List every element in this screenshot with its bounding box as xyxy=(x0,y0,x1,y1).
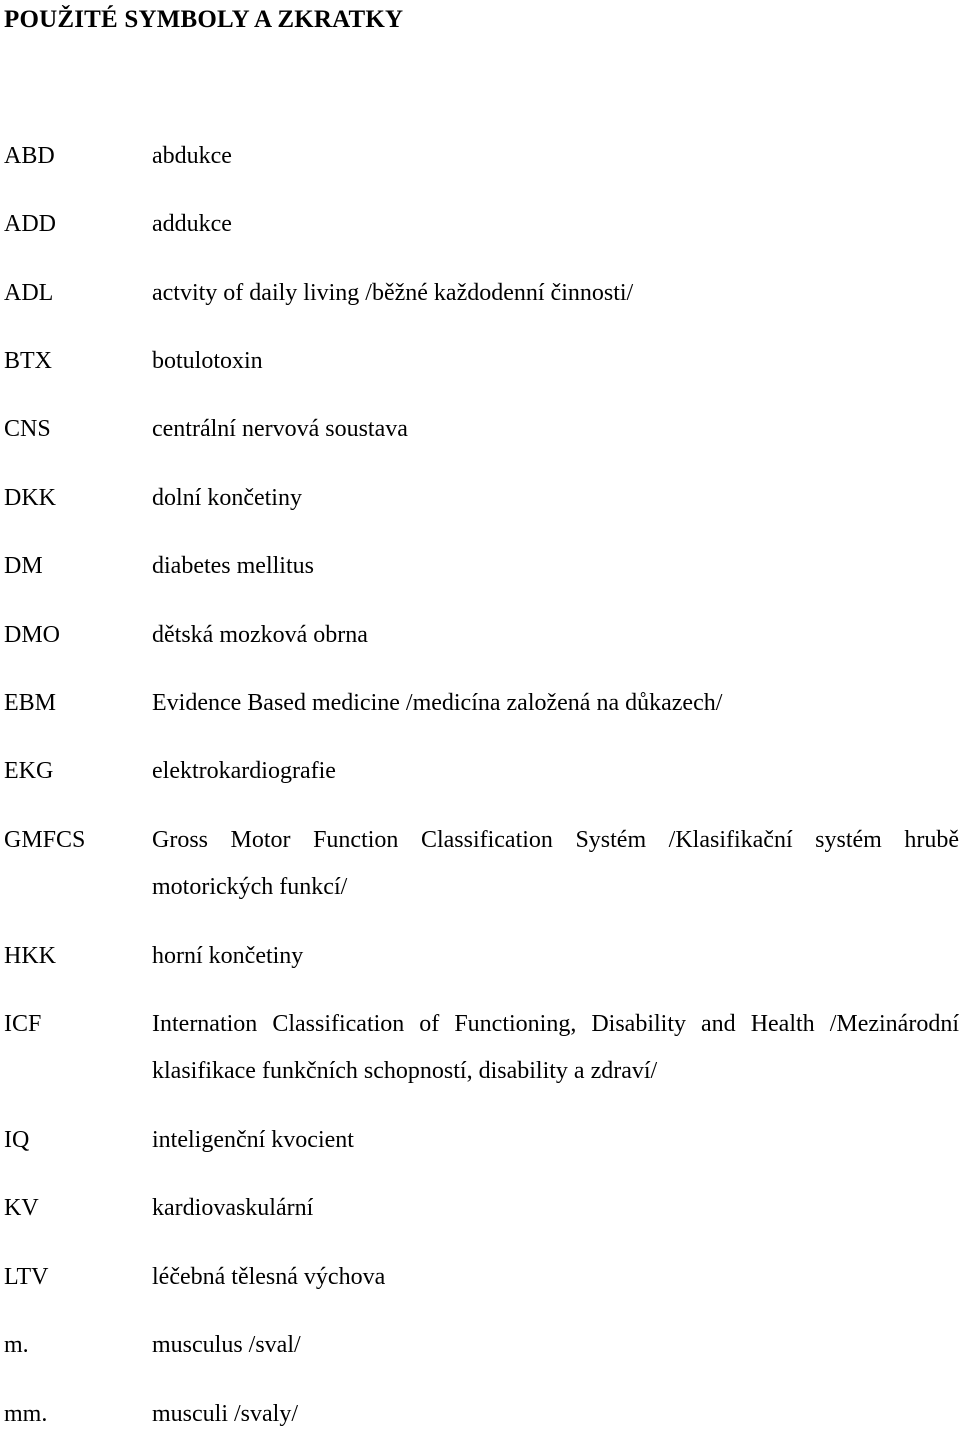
page-title: POUŽITÉ SYMBOLY A ZKRATKY xyxy=(4,6,404,33)
abbreviation-term: ADL xyxy=(4,280,54,306)
abbreviation-definition: Evidence Based medicine /medicína založená na důkazech/ xyxy=(152,690,723,716)
abbreviation-term: IQ xyxy=(4,1127,30,1153)
abbreviation-term: CNS xyxy=(4,416,51,442)
abbreviation-term: KV xyxy=(4,1195,39,1221)
abbreviation-definition: Gross Motor Function Classification Systém /Klasifikační systém hrubě motorických funkcí/ xyxy=(152,827,959,900)
abbreviation-term: DKK xyxy=(4,485,56,511)
abbreviation-definition: horní končetiny xyxy=(152,943,304,969)
abbreviation-term: ABD xyxy=(4,143,55,169)
abbreviation-term: EBM xyxy=(4,690,57,716)
abbreviation-definition: kardiovaskulární xyxy=(152,1195,314,1221)
abbreviation-term: HKK xyxy=(4,943,56,969)
abbreviation-definition: diabetes mellitus xyxy=(152,553,314,579)
abbreviation-definition: dolní končetiny xyxy=(152,485,302,511)
abbreviation-definition: abdukce xyxy=(152,143,232,169)
abbreviation-term: ADD xyxy=(4,211,56,237)
abbreviation-term: mm. xyxy=(4,1401,48,1427)
abbreviation-definition: addukce xyxy=(152,211,232,237)
abbreviation-definition: elektrokardiografie xyxy=(152,758,336,784)
abbreviation-definition: léčebná tělesná výchova xyxy=(152,1264,386,1290)
abbreviation-definition: Internation Classification of Functioning, Disability and Health /Mezinárodní klasifikace funkčních schopností, disability a zdraví/ xyxy=(152,1011,959,1084)
abbreviation-definition: actvity of daily living /běžné každodenní činnosti/ xyxy=(152,280,634,306)
abbreviation-term: GMFCS xyxy=(4,827,86,853)
abbreviation-definition: inteligenční kvocient xyxy=(152,1127,354,1153)
abbreviation-term: ICF xyxy=(4,1011,42,1037)
abbreviation-definition: musculus /sval/ xyxy=(152,1332,301,1358)
abbreviation-term: DM xyxy=(4,553,43,579)
abbreviation-term: DMO xyxy=(4,622,61,648)
abbreviation-term: BTX xyxy=(4,348,52,374)
abbreviation-definition: musculi /svaly/ xyxy=(152,1401,298,1427)
abbreviation-term: EKG xyxy=(4,758,54,784)
abbreviation-definition: centrální nervová soustava xyxy=(152,416,408,442)
abbreviation-definition: botulotoxin xyxy=(152,348,263,374)
abbreviation-definition: dětská mozková obrna xyxy=(152,622,368,648)
abbreviation-term: m. xyxy=(4,1332,29,1358)
abbreviation-term: LTV xyxy=(4,1264,49,1290)
